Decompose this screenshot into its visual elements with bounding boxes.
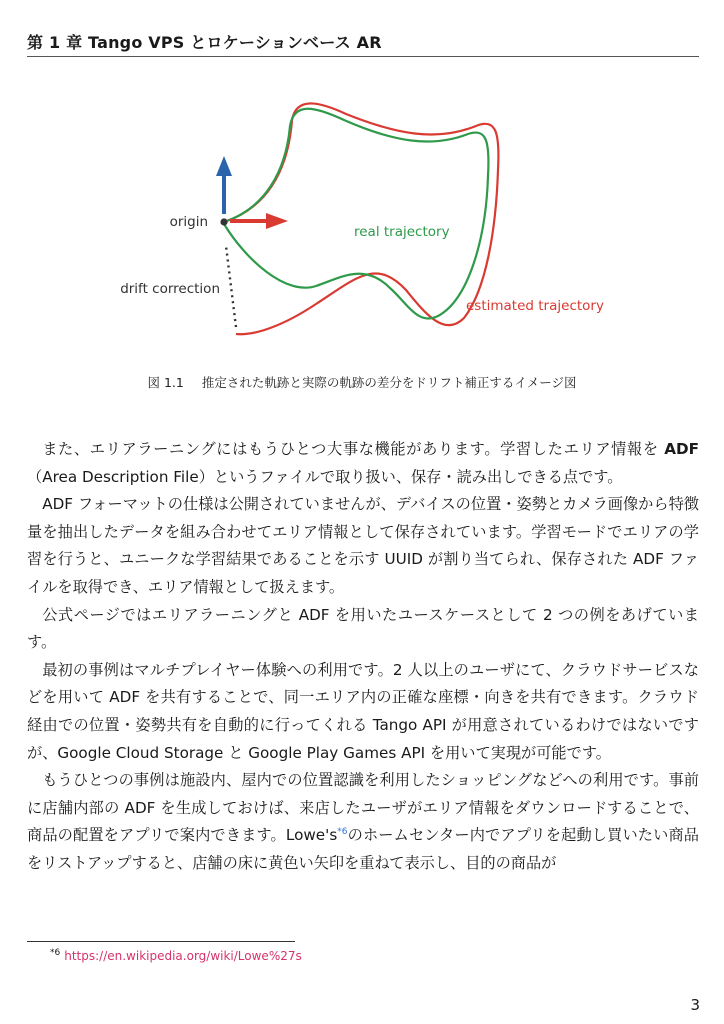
page-number: 3 <box>690 996 700 1014</box>
footnote-reference[interactable]: *6 <box>337 827 348 838</box>
origin-point <box>220 218 227 225</box>
paragraph-4: 最初の事例はマルチプレイヤー体験への利用です。2 人以上のユーザにて、クラウドサービスなどを用いて ADF を共有することで、同一エリア内の正確な座標・向きを共有できます。クラウド経由での位置・姿勢共有を自動的に行ってくれる Tango API が用意されているわけではないですが、Google Cloud Storage と Google Play Games API を用いて実現が可能です。 <box>27 660 699 762</box>
paragraph-5-tail: のホームセンター内でアプリを起動し買いたい商品をリストアップすると、店舗の床に黄色い矢印を重ねて表示し、目的の商品が <box>27 826 699 872</box>
trajectory-figure <box>106 90 626 360</box>
header-divider <box>27 56 699 57</box>
drift-correction-dots <box>226 246 236 327</box>
adf-bold: ADF <box>664 440 699 458</box>
trajectory-diagram <box>106 90 626 360</box>
footnote-link[interactable]: https://en.wikipedia.org/wiki/Lowe%27s <box>64 949 302 963</box>
paragraph-1 <box>27 436 699 491</box>
paragraph-1-text: また、エリアラーニングにはもうひとつ大事な機能があります。学習したエリア情報を <box>42 440 665 458</box>
paragraph-5-text: もうひとつの事例は施設内、屋内での位置認識を利用したショッピングなどへの利用です。事前に店舗内部の ADF を生成しておけば、来店したユーザがエリア情報をダウンロードすることで、商品の配置をアプリで案内できます。Lowe's <box>27 771 699 845</box>
figure-number: 図 1.1 <box>147 375 184 390</box>
footnote-divider <box>27 941 295 942</box>
paragraph-5 <box>27 767 699 877</box>
paragraph-3: 公式ページではエリアラーニングと ADF を用いたユースケースとして 2 つの例をあげています。 <box>27 605 699 652</box>
body-text <box>27 436 699 878</box>
footnote <box>50 948 302 963</box>
origin-label: origin <box>169 214 208 230</box>
estimated-trajectory-label: estimated trajectory <box>466 298 604 314</box>
footnote-mark: *6 <box>50 948 61 958</box>
drift-correction-label: drift correction <box>120 281 220 297</box>
up-arrow-icon <box>216 156 232 214</box>
chapter-header: 第 1 章 Tango VPS とロケーションベース AR <box>27 33 382 52</box>
real-trajectory-path <box>224 109 488 319</box>
figure-caption-text: 推定された軌跡と実際の軌跡の差分をドリフト補正するイメージ図 <box>201 375 577 390</box>
figure-caption <box>0 373 724 391</box>
paragraph-1-tail: （Area Description File）というファイルで取り扱い、保存・読み出しできる点です。 <box>27 467 623 486</box>
paragraph-2: ADF フォーマットの仕様は公開されていませんが、デバイスの位置・姿勢とカメラ画像から特徴量を抽出したデータを組み合わせてエリア情報として保存されています。学習モードでエリアの学習を行うと、ユニークな学習結果であることを示す UUID が割り当てられ、保存された ADF ファイルを取得でき、エリア情報として扱えます。 <box>27 495 699 596</box>
real-trajectory-label: real trajectory <box>354 224 450 240</box>
